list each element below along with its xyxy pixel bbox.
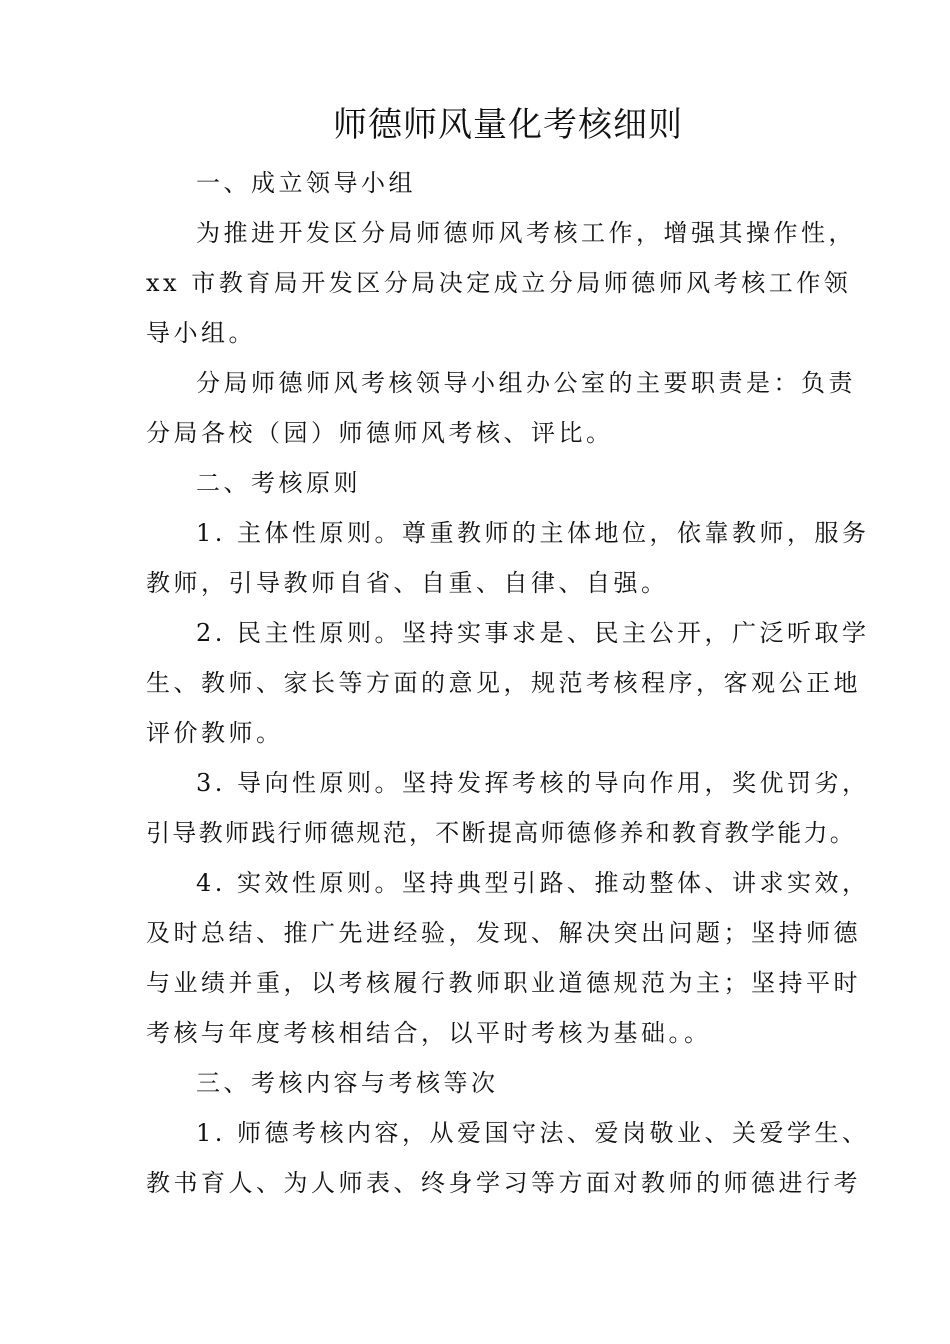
paragraph-line: 为推进开发区分局师德师风考核工作，增强其操作性， — [196, 219, 856, 247]
paragraph-line: 4. 实效性原则。坚持典型引路、推动整体、讲求实效， — [196, 869, 870, 897]
paragraph-line: 教书育人、为人师表、终身学习等方面对教师的师德进行考 — [146, 1169, 861, 1197]
paragraph-line: 2. 民主性原则。坚持实事求是、民主公开，广泛听取学 — [196, 619, 870, 647]
paragraph-line: 生、教师、家长等方面的意见，规范考核程序，客观公正地 — [146, 669, 861, 697]
paragraph-line: 与业绩并重，以考核履行教师职业道德规范为主；坚持平时 — [146, 969, 861, 997]
heading-2: 二、考核原则 — [196, 469, 361, 497]
paragraph-line: 评价教师。 — [146, 719, 284, 747]
paragraph-line: xx 市教育局开发区分局决定成立分局师德师风考核工作领 — [146, 269, 852, 297]
paragraph-line: 分局各校（园）师德师风考核、评比。 — [146, 419, 614, 447]
paragraph-line: 1. 主体性原则。尊重教师的主体地位，依靠教师，服务 — [196, 519, 870, 547]
paragraph-line: 及时总结、推广先进经验，发现、解决突出问题；坚持师德 — [146, 919, 861, 947]
heading-1: 一、成立领导小组 — [196, 169, 416, 197]
paragraph-line: 引导教师践行师德规范，不断提高师德修养和教育教学能力。 — [146, 819, 857, 847]
heading-3: 三、考核内容与考核等次 — [196, 1069, 499, 1097]
paragraph-line: 导小组。 — [146, 319, 256, 347]
paragraph-line: 教师，引导教师自省、自重、自律、自强。 — [146, 569, 669, 597]
document-title: 师德师风量化考核细则 — [333, 105, 683, 145]
paragraph-line: 考核与年度考核相结合，以平时考核为基础。。 — [146, 1019, 712, 1047]
paragraph-line: 3. 导向性原则。坚持发挥考核的导向作用，奖优罚劣， — [196, 769, 870, 797]
paragraph-line: 1. 师德考核内容，从爱国守法、爱岗敬业、关爱学生、 — [196, 1119, 870, 1147]
paragraph-line: 分局师德师风考核领导小组办公室的主要职责是：负责 — [196, 369, 856, 397]
